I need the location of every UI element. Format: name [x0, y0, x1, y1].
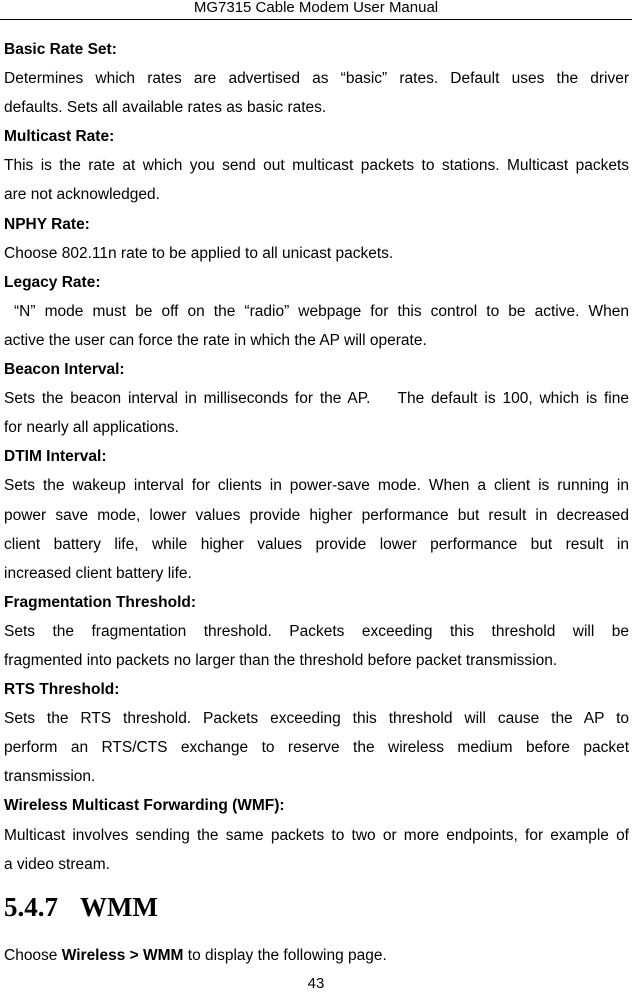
- instruction-prefix: Choose: [4, 946, 62, 964]
- description-line: Sets the beacon interval in milliseconds for the AP. The default is 100, which is fine: [4, 390, 629, 408]
- entry-wireless-multicast-forwarding: [4, 791, 629, 878]
- page-content: [4, 35, 629, 970]
- entry-multicast-rate: [4, 122, 629, 209]
- entry-legacy-rate: [4, 268, 629, 355]
- description-line: power save mode, lower values provide higher performance but result in decreased: [4, 506, 629, 524]
- section-title: WMM: [80, 891, 158, 922]
- entry-dtim-interval: [4, 442, 629, 587]
- description-line: defaults. Sets all available rates as basic rates.: [4, 99, 327, 117]
- description-line: transmission.: [4, 768, 96, 786]
- term-heading: RTS Threshold:: [4, 681, 120, 699]
- page-footer: [0, 976, 632, 992]
- term-heading: DTIM Interval:: [4, 448, 107, 466]
- term-heading: Wireless Multicast Forwarding (WMF):: [4, 797, 285, 815]
- description-line: Sets the RTS threshold. Packets exceeding this threshold will cause the AP to: [4, 710, 629, 728]
- description-line: for nearly all applications.: [4, 419, 179, 437]
- description-line: Choose 802.11n rate to be applied to all unicast packets.: [4, 244, 394, 262]
- manual-title: MG7315 Cable Modem User Manual: [193, 0, 439, 16]
- instruction-suffix: to display the following page.: [183, 946, 387, 964]
- section-number: 5.4.7: [4, 891, 58, 922]
- description-line: Determines which rates are advertised as “basic” rates. Default uses the driver: [4, 70, 629, 88]
- page-header: [0, 0, 632, 20]
- description-line: Multicast involves sending the same packets to two or more endpoints, for example of: [4, 826, 629, 844]
- entry-fragmentation-threshold: [4, 588, 629, 675]
- instruction-line: [4, 941, 629, 970]
- description-line: This is the rate at which you send out multicast packets to stations. Multicast packets: [4, 157, 629, 175]
- description-line: Sets the fragmentation threshold. Packets exceeding this threshold will be: [4, 622, 629, 640]
- term-heading: Legacy Rate:: [4, 273, 101, 291]
- description-line: increased client battery life.: [4, 564, 192, 582]
- entry-beacon-interval: [4, 355, 629, 442]
- description-line: perform an RTS/CTS exchange to reserve the wireless medium before packet: [4, 739, 629, 757]
- description-line: a video stream.: [4, 855, 110, 873]
- term-heading: Multicast Rate:: [4, 128, 115, 146]
- term-heading: Fragmentation Threshold:: [4, 593, 197, 611]
- description-line: are not acknowledged.: [4, 186, 160, 204]
- section-heading: [4, 890, 629, 924]
- description-line: “N” mode must be off on the “radio” webpage for this control to be active. When: [14, 302, 629, 320]
- description-line: fragmented into packets no larger than the threshold before packet transmission.: [4, 651, 558, 669]
- entry-nphy-rate: [4, 210, 629, 268]
- description-line: Sets the wakeup interval for clients in power-save mode. When a client is running in: [4, 477, 629, 495]
- term-heading: Beacon Interval:: [4, 361, 125, 379]
- entry-rts-threshold: [4, 675, 629, 791]
- description-line: client battery life, while higher values provide lower performance but result in: [4, 535, 629, 553]
- page-number: 43: [307, 975, 325, 992]
- description-line: active the user can force the rate in which the AP will operate.: [4, 331, 427, 349]
- entry-basic-rate-set: [4, 35, 629, 122]
- term-heading: Basic Rate Set:: [4, 41, 117, 58]
- term-heading: NPHY Rate:: [4, 215, 90, 233]
- menu-path: Wireless > WMM: [61, 946, 184, 964]
